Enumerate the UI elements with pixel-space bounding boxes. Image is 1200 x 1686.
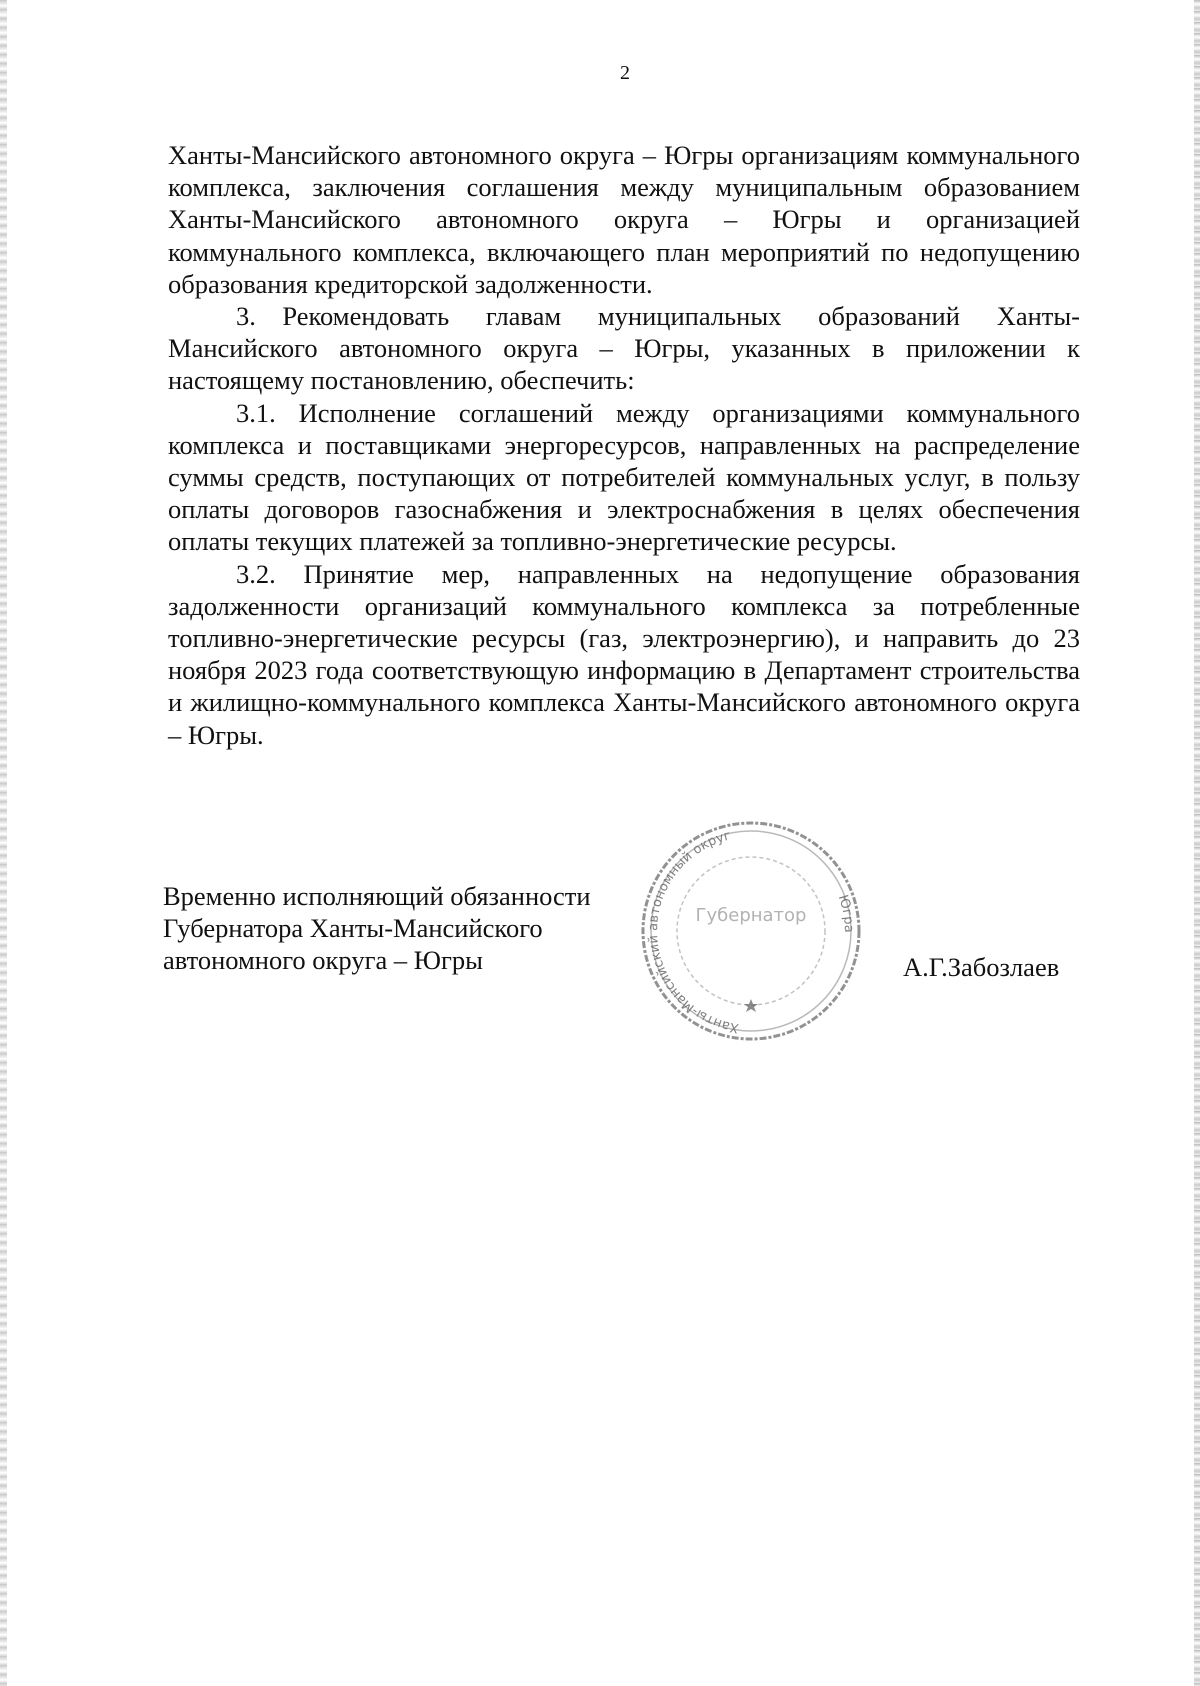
official-seal-icon (635, 815, 867, 1047)
seal-outer-text-left: Ханты-Мансийский автономный округ (645, 828, 740, 1036)
document-body (168, 139, 1080, 751)
seal-outer-text-right: Югра (834, 893, 857, 933)
signer-name: А.Г.Забозлаев (903, 952, 1060, 982)
paragraph-item-3-1: 3.1. Исполнение соглашений между организациями коммунального комплекса и поставщиками энергоресурсов, направленных на распределение суммы средств, поступающих от потребителей коммунальных услуг, в пользу оплаты договоров газоснабжения и электроснабжения в целях обеспечения оплаты текущих платежей за топливно-энергетические ресурсы. (168, 397, 1080, 557)
signer-position-line: автономного округа – Югры (163, 945, 483, 975)
scan-edge-left (0, 0, 7, 1686)
scan-edge-right (1194, 0, 1200, 1686)
paragraph-continuation: Ханты-Мансийского автономного округа – Югры организациям коммунального комплекса, заключения соглашения между муниципальным образованием Ханты-Мансийского автономного округа – Югры и организацией коммунального комплекса, включающего план мероприятий по недопущению образования кредиторской задолженности. (168, 140, 1080, 299)
signature-block (163, 880, 591, 976)
page-number: 2 (620, 62, 630, 84)
seal-center-text: Губернатор (695, 905, 807, 926)
signer-position-line: Губернатора Ханты-Мансийского (163, 913, 543, 943)
signer-position-line: Временно исполняющий обязанности (163, 881, 591, 911)
paragraph-item-3-2: 3.2. Принятие мер, направленных на недопущение образования задолженности организаций коммунального комплекса за потребленные топливно-энергетические ресурсы (газ, электроэнергию), и направить до 23 ноября 2023 года соответствующую информацию в Департамент строительства и жилищно-коммунального комплекса Ханты-Мансийского автономного округа – Югры. (168, 558, 1080, 750)
svg-text:Ханты-Мансийский автономный ок (646, 828, 740, 1035)
paragraph-item-3: 3. Рекомендовать главам муниципальных образований Ханты-Мансийского автономного округа – Югры, указанных в приложении к настоящему постановлению, обеспечить: (168, 301, 1080, 396)
